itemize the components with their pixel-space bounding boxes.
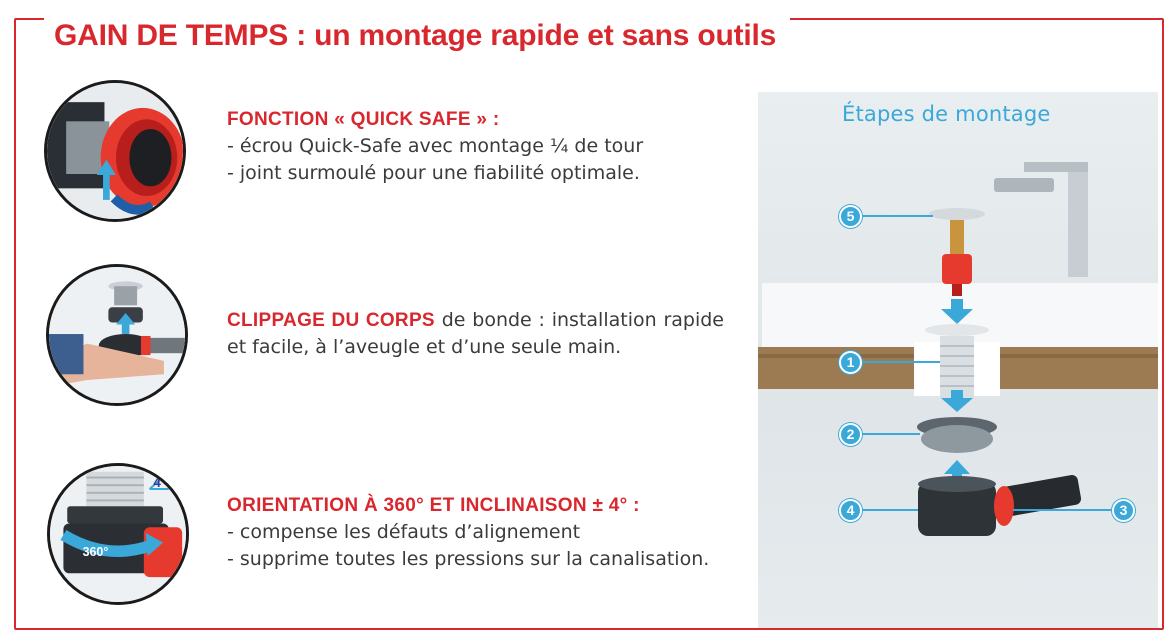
feature-title: ORIENTATION À 360° ET INCLINAISON ± 4° : [227, 495, 640, 516]
tilt-label: 4° [153, 475, 167, 491]
assembly-panel [758, 92, 1158, 628]
step-badge-4: 4 [839, 499, 862, 522]
feature-title: FONCTION « QUICK SAFE » : [227, 109, 500, 130]
feature-orientation [227, 492, 724, 573]
quick-safe-thumbnail [44, 80, 186, 222]
step-badge-2: 2 [839, 423, 862, 446]
feature-clip-body [227, 307, 724, 361]
feature-line: - supprime toutes les pressions sur la canalisation. [227, 548, 710, 570]
feature-text: de bonde : installation rapide et facile, à l’aveugle et d’une seule main. [227, 309, 724, 358]
rotation-label: 360° [82, 545, 109, 560]
clip-body-photo [49, 267, 185, 403]
feature-line: - écrou Quick-Safe avec montage ¼ de tour [227, 135, 644, 157]
clip-body-thumbnail [46, 264, 188, 406]
assembly-illustration [758, 92, 1158, 628]
feature-quick-safe [227, 106, 724, 187]
rotation-thumbnail [47, 463, 189, 605]
feature-line: - joint surmoulé pour une fiabilité optimale. [227, 162, 640, 184]
page-title: GAIN DE TEMPS : un montage rapide et sans outils [44, 16, 790, 56]
quick-safe-nut-photo [47, 83, 183, 219]
step-badge-1: 1 [839, 351, 862, 374]
feature-title: CLIPPAGE DU CORPS [227, 310, 435, 331]
step-badge-5: 5 [839, 205, 862, 228]
rotation-photo [50, 466, 186, 602]
assembly-title: Étapes de montage [842, 102, 1051, 126]
feature-line: - compense les défauts d’alignement [227, 521, 581, 543]
step-badge-3: 3 [1112, 499, 1135, 522]
